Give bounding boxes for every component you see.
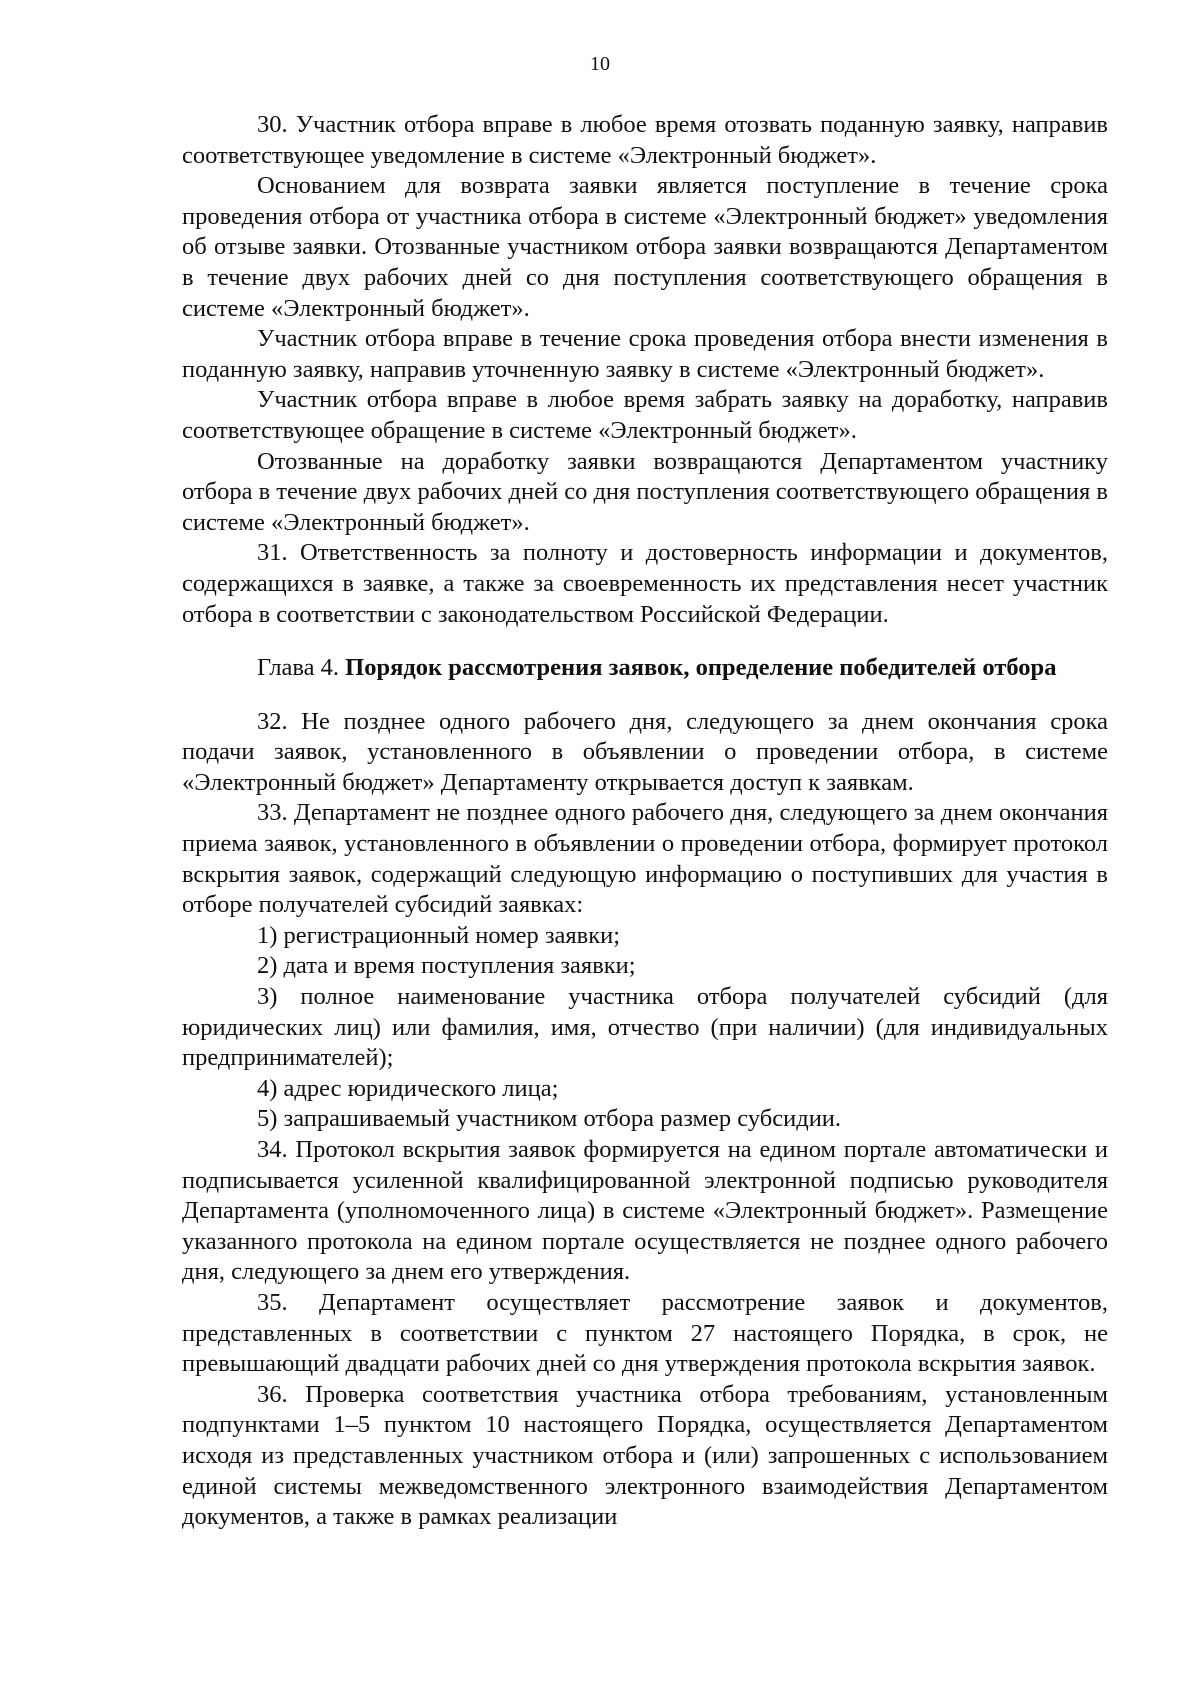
list-item-2: 2) дата и время поступления заявки; (257, 952, 636, 980)
paragraph-revision-return: Отозванные на доработку заявки возвращаются Департаментом участнику отбора в течение двух рабочих дней со дня поступления соответствующего обращения в системе «Электронный бюджет». (182, 447, 1108, 536)
page-number: 10 (590, 53, 610, 75)
paragraph-30: 30. Участник отбора вправе в любое время отозвать поданную заявку, направив соответствующее уведомление в системе «Электронный бюджет». (182, 111, 1108, 169)
chapter-prefix: Глава 4. (257, 654, 340, 682)
paragraph-changes: Участник отбора вправе в течение срока проведения отбора внести изменения в поданную заявку, направив уточненную заявку в системе «Электронный бюджет». (182, 325, 1108, 383)
chapter-title: Порядок рассмотрения заявок, определение победителей отбора (345, 654, 1057, 682)
paragraph-33: 33. Департамент не позднее одного рабочего дня, следующего за днем окончания приема заявок, установленного в объявлении о проведении отбора, формирует протокол вскрытия заявок, содержащий следующую информацию о поступивших для участия в отборе получателей субсидий заявках: (182, 799, 1108, 919)
chapter-heading (182, 653, 1108, 684)
list-item-3: 3) полное наименование участника отбора получателей субсидий (для юридических лиц) или фамилия, имя, отчество (при наличии) (для индивидуальных предпринимателей); (182, 983, 1108, 1072)
list-item-5: 5) запрашиваемый участником отбора размер субсидии. (257, 1105, 842, 1133)
paragraph-36: 36. Проверка соответствия участника отбора требованиям, установленным подпунктами 1–5 пунктом 10 настоящего Порядка, осуществляется Департаментом исходя из представленных участником отбора и (или) запрошенных с использованием единой системы межведомственного электронного взаимодействия Департаментом документов, а также в рамках реализации (182, 1380, 1108, 1531)
paragraph-32: 32. Не позднее одного рабочего дня, следующего за днем окончания срока подачи заявок, установленного в объявлении о проведении отбора, в системе «Электронный бюджет» Департаменту открывается доступ к заявкам. (182, 707, 1108, 796)
paragraph-revision: Участник отбора вправе в любое время забрать заявку на доработку, направив соответствующее обращение в системе «Электронный бюджет». (182, 386, 1108, 444)
paragraph-34: 34. Протокол вскрытия заявок формируется на едином портале автоматически и подписывается усиленной квалифицированной электронной подписью руководителя Департамента (уполномоченного лица) в системе «Электронный бюджет». Размещение указанного протокола на едином портале осуществляется не позднее одного рабочего дня, следующего за днем его утверждения. (182, 1136, 1108, 1286)
paragraph-31: 31. Ответственность за полноту и достоверность информации и документов, содержащихся в заявке, а также за своевременность их представления несет участник отбора в соответствии с законодательством Российской Федерации. (182, 539, 1108, 628)
list-item-4: 4) адрес юридического лица; (257, 1074, 559, 1102)
list-item-1: 1) регистрационный номер заявки; (257, 921, 621, 949)
paragraph-35: 35. Департамент осуществляет рассмотрение заявок и документов, представленных в соответствии с пунктом 27 настоящего Порядка, в срок, не превышающий двадцати рабочих дней со дня утверждения протокола вскрытия заявок. (182, 1288, 1108, 1378)
paragraph-return-basis: Основанием для возврата заявки является поступление в течение срока проведения отбора от участника отбора в системе «Электронный бюджет» уведомления об отзыве заявки. Отозванные участником отбора заявки возвращаются Департаментом в течение двух рабочих дней со дня поступления соответствующего обращения в системе «Электронный бюджет». (182, 172, 1108, 322)
document-body (182, 110, 1108, 1533)
